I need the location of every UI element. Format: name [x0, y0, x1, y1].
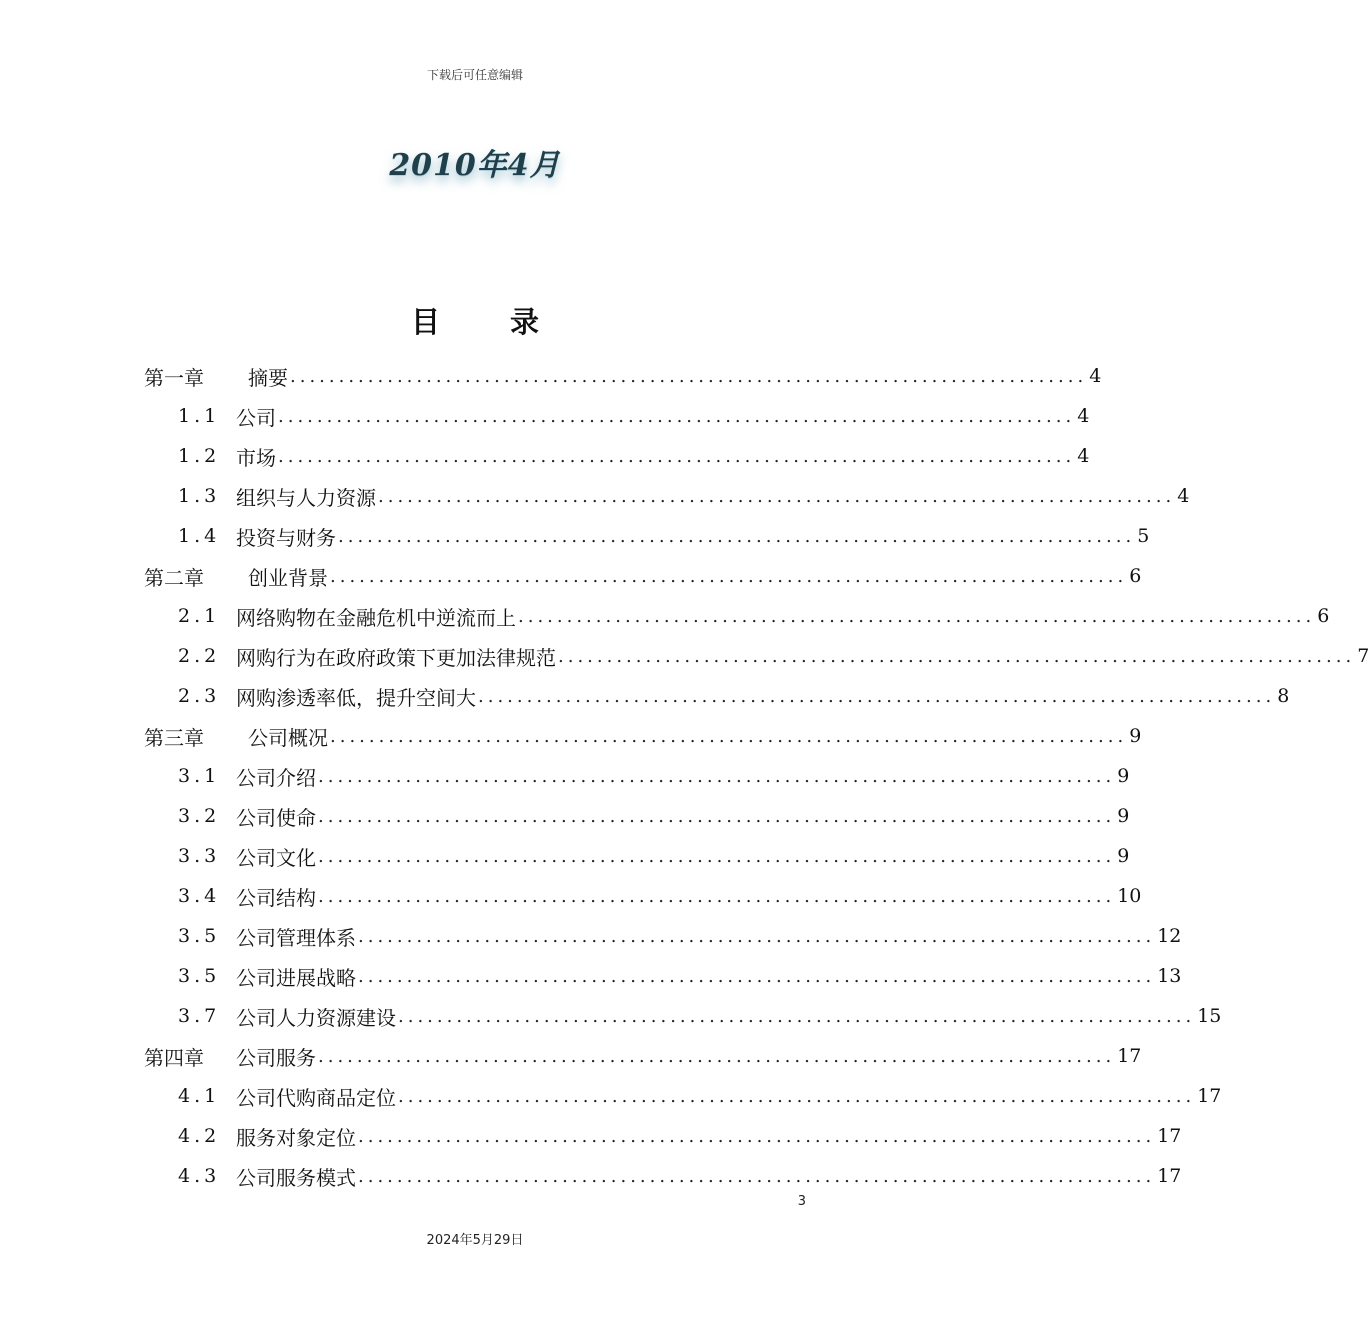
toc-entry-label: 摘要: [248, 365, 288, 390]
toc-entry-chapter-2[interactable]: [0, 556, 1142, 596]
toc-entry-2-2[interactable]: [0, 636, 1369, 676]
toc-leader: ..................................................................................: [478, 685, 1276, 707]
toc-leader: ..................................................................................: [318, 1045, 1116, 1067]
toc-leader: ..................................................................................: [358, 1165, 1156, 1187]
toc-entry-label: 公司管理体系: [236, 925, 356, 950]
toc-entry-label: 市场: [236, 445, 276, 470]
toc-entry-page: 5: [1137, 525, 1150, 547]
toc-entry-page: 6: [1317, 605, 1330, 627]
toc-entry-number: 3.7: [178, 1005, 221, 1027]
toc-entry-3-4[interactable]: [0, 876, 1142, 916]
toc-leader: ..................................................................................: [378, 485, 1176, 507]
toc-entry-chapter-4[interactable]: [0, 1036, 1142, 1076]
header-note: 下载后可任意编辑: [426, 68, 523, 82]
toc-entry-number: 第三章: [144, 725, 204, 750]
toc-entry-number: 4.2: [178, 1125, 221, 1147]
toc-entry-3-2[interactable]: [0, 796, 1130, 836]
toc-leader: ..................................................................................: [358, 965, 1156, 987]
footer-date: 2024年5月29日: [426, 1233, 524, 1248]
date-title-art: 2010年4月: [389, 148, 561, 183]
toc-entry-page: 15: [1197, 1005, 1222, 1027]
toc-entry-label: 服务对象定位: [236, 1125, 356, 1150]
page-number: 3: [797, 1194, 806, 1209]
toc-entry-2-3[interactable]: [0, 676, 1290, 716]
toc-leader: ..................................................................................: [278, 445, 1076, 467]
toc-entry-label: 公司结构: [236, 885, 316, 910]
toc-leader: ..................................................................................: [398, 1085, 1196, 1107]
toc-entry-number: 1.1: [178, 405, 221, 427]
toc-leader: ..................................................................................: [318, 805, 1116, 827]
toc-entry-number: 第二章: [144, 565, 204, 590]
toc-entry-label: 公司概况: [248, 725, 328, 750]
toc-entry-page: 4: [1177, 485, 1190, 507]
toc-entry-page: 17: [1117, 1045, 1142, 1067]
toc-entry-number: 3.5: [178, 925, 221, 947]
toc-entry-number: 1.2: [178, 445, 221, 467]
toc-entry-label: 公司人力资源建设: [236, 1005, 396, 1030]
toc-entry-number: 2.3: [178, 685, 221, 707]
toc-leader: ..................................................................................: [290, 365, 1088, 387]
toc-entry-page: 9: [1117, 805, 1130, 827]
toc-leader: ..................................................................................: [358, 925, 1156, 947]
toc-entry-3-5[interactable]: [0, 916, 1182, 956]
toc-entry-label: 网购行为在政府政策下更加法律规范: [236, 645, 556, 670]
toc-entry-number: 1.3: [178, 485, 221, 507]
toc-entry-label: 公司: [236, 405, 276, 430]
toc-leader: ..................................................................................: [278, 405, 1076, 427]
toc-entry-number: 3.2: [178, 805, 221, 827]
toc-entry-number: 1.4: [178, 525, 221, 547]
toc-entry-page: 17: [1157, 1125, 1182, 1147]
toc-entry-2-1[interactable]: [0, 596, 1330, 636]
toc-entry-page: 10: [1117, 885, 1142, 907]
toc-entry-page: 4: [1077, 405, 1090, 427]
toc-leader: ..................................................................................: [518, 605, 1316, 627]
toc-entry-3-3[interactable]: [0, 836, 1130, 876]
toc-leader: ..................................................................................: [398, 1005, 1196, 1027]
toc-entry-label: 创业背景: [248, 565, 328, 590]
toc-entry-1-4[interactable]: [0, 516, 1150, 556]
toc-entry-label: 公司代购商品定位: [236, 1085, 396, 1110]
toc-entry-page: 4: [1089, 365, 1102, 387]
toc-entry-number: 4.3: [178, 1165, 221, 1187]
toc-entry-page: 9: [1117, 765, 1130, 787]
toc-entry-1-1[interactable]: [0, 396, 1090, 436]
toc-entry-label: 公司文化: [236, 845, 316, 870]
toc-entry-3-1[interactable]: [0, 756, 1130, 796]
toc-entry-page: 17: [1157, 1165, 1182, 1187]
toc-leader: ..................................................................................: [330, 725, 1128, 747]
toc-entry-number: 3.1: [178, 765, 221, 787]
toc-entry-page: 6: [1129, 565, 1142, 587]
toc-entry-label: 公司介绍: [236, 765, 316, 790]
toc-leader: ..................................................................................: [338, 525, 1136, 547]
toc-entry-label: 投资与财务: [236, 525, 336, 550]
toc-leader: ..................................................................................: [318, 845, 1116, 867]
toc-leader: ..................................................................................: [358, 1125, 1156, 1147]
toc-entry-label: 网购渗透率低，提升空间大: [236, 685, 476, 710]
toc-leader: ..................................................................................: [558, 645, 1356, 667]
toc-entry-number: 2.2: [178, 645, 221, 667]
toc-entry-label: 公司使命: [236, 805, 316, 830]
toc-entry-page: 17: [1197, 1085, 1222, 1107]
toc-leader: ..................................................................................: [318, 885, 1116, 907]
toc-entry-label: 组织与人力资源: [236, 485, 376, 510]
toc-entry-label: 公司服务模式: [236, 1165, 356, 1190]
toc-leader: ..................................................................................: [318, 765, 1116, 787]
toc-entry-page: 9: [1117, 845, 1130, 867]
toc-entry-label: 网络购物在金融危机中逆流而上: [236, 605, 516, 630]
toc-entry-chapter-1[interactable]: [0, 356, 1102, 396]
toc-entry-1-3[interactable]: [0, 476, 1190, 516]
toc-entry-chapter-3[interactable]: [0, 716, 1142, 756]
toc-entry-page: 9: [1129, 725, 1142, 747]
toc-entry-4-1[interactable]: [0, 1076, 1222, 1116]
toc-entry-number: 3.5: [178, 965, 221, 987]
toc-entry-label: 公司进展战略: [236, 965, 356, 990]
toc-entry-number: 2.1: [178, 605, 221, 627]
toc-entry-label: 公司服务: [236, 1045, 316, 1070]
toc-entry-4-2[interactable]: [0, 1116, 1182, 1156]
toc-entry-number: 3.4: [178, 885, 221, 907]
toc-entry-page: 8: [1277, 685, 1290, 707]
toc-entry-number: 第四章: [144, 1045, 204, 1070]
toc-title: 目 录: [410, 305, 570, 339]
toc-entry-number: 4.1: [178, 1085, 221, 1107]
toc-entry-page: 13: [1157, 965, 1182, 987]
toc-entry-number: 第一章: [144, 365, 204, 390]
toc-entry-number: 3.3: [178, 845, 221, 867]
toc-entry-page: 4: [1077, 445, 1090, 467]
toc-leader: ..................................................................................: [330, 565, 1128, 587]
toc-entry-3-7[interactable]: [0, 996, 1222, 1036]
toc-entry-page: 7: [1357, 645, 1369, 667]
toc-entry-3-5b[interactable]: [0, 956, 1182, 996]
toc-entry-page: 12: [1157, 925, 1182, 947]
toc-entry-1-2[interactable]: [0, 436, 1090, 476]
toc-entry-4-3[interactable]: [0, 1156, 1182, 1196]
